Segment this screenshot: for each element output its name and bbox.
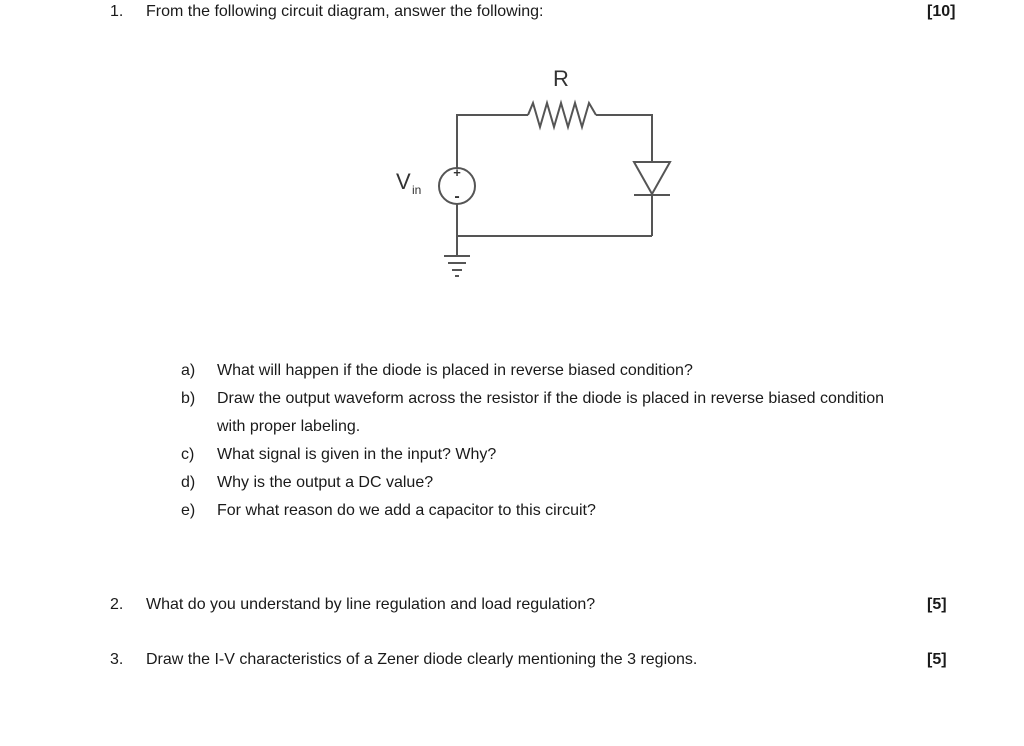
subpart-b-text-line-1: Draw the output waveform across the resistor if the diode is placed in reverse biased condition — [217, 390, 885, 407]
wire-top-right — [596, 115, 652, 162]
question-2-text: What do you understand by line regulation and load regulation? — [146, 596, 596, 613]
question-2-number: 2. — [110, 596, 124, 613]
subpart-e-text: For what reason do we add a capacitor to this circuit? — [217, 502, 596, 519]
ground-symbol — [444, 256, 470, 276]
question-3-number: 3. — [110, 651, 124, 668]
question-3-marks: [5] — [927, 651, 947, 668]
source-minus-sign: - — [454, 188, 460, 205]
subpart-d-letter: d) — [181, 474, 196, 491]
subpart-b-letter: b) — [181, 390, 196, 407]
source-label-subscript: in — [412, 183, 422, 197]
subpart-c-letter: c) — [181, 446, 195, 463]
resistor-label: R — [553, 66, 569, 91]
circuit-wires — [457, 115, 652, 256]
subpart-e-letter: e) — [181, 502, 196, 519]
circuit-diagram — [0, 0, 1024, 330]
question-3-text: Draw the I-V characteristics of a Zener diode clearly mentioning the 3 regions. — [146, 651, 698, 668]
resistor-symbol — [528, 103, 596, 127]
question-1-number: 1. — [110, 3, 124, 20]
question-1-text: From the following circuit diagram, answer the following: — [146, 3, 544, 20]
question-2-marks: [5] — [927, 596, 947, 613]
subpart-c-text: What signal is given in the input? Why? — [217, 446, 497, 463]
source-label: V — [396, 169, 411, 194]
source-plus-sign: + — [453, 165, 461, 180]
question-1-marks: [10] — [927, 3, 956, 20]
diode-symbol — [634, 162, 670, 195]
wire-bottom — [457, 204, 652, 236]
subpart-a-letter: a) — [181, 362, 196, 379]
subpart-b-text-line-2: with proper labeling. — [217, 418, 361, 435]
subpart-a-text: What will happen if the diode is placed in reverse biased condition? — [217, 362, 693, 379]
wire-top-left — [457, 115, 528, 168]
subpart-d-text: Why is the output a DC value? — [217, 474, 434, 491]
